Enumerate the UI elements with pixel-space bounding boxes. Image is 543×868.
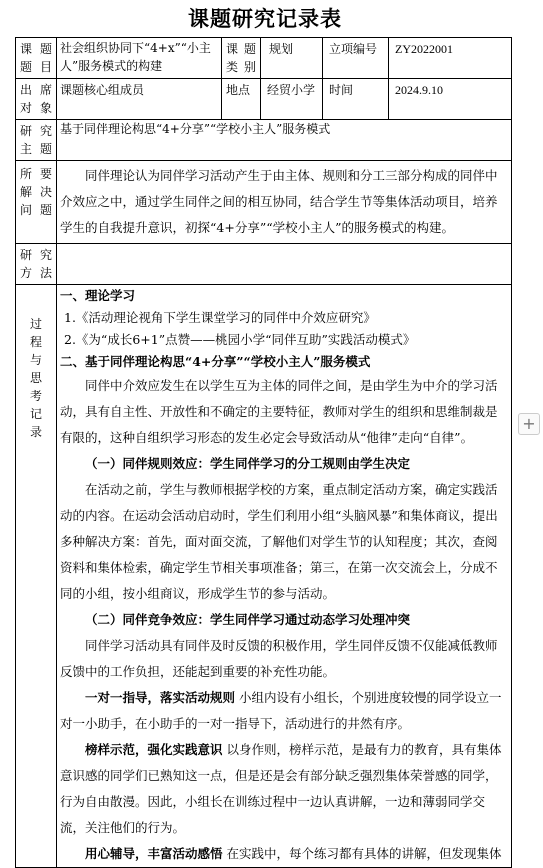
paragraph-role-model-lead: 榜样示范，强化实践意识 bbox=[85, 742, 223, 757]
label-research-theme: 研究主题 bbox=[16, 120, 57, 161]
label-process-char: 过 bbox=[29, 317, 42, 331]
category-value[interactable]: 规划 bbox=[261, 38, 323, 79]
record-table bbox=[15, 37, 512, 868]
section-1-heading: 一、理论学习 bbox=[60, 288, 136, 303]
research-theme-value[interactable]: 基于同伴理论构思“4+分享”“学校小主人”服务模式 bbox=[57, 120, 512, 161]
label-process bbox=[16, 285, 57, 868]
page-title: 课题研究记录表 bbox=[188, 6, 342, 31]
label-process-char: 录 bbox=[29, 425, 42, 439]
label-topic: 课题题目 bbox=[16, 38, 57, 79]
add-button[interactable]: + bbox=[518, 413, 540, 435]
problem-value[interactable] bbox=[57, 161, 512, 244]
label-problem: 所要解决问题 bbox=[16, 161, 57, 244]
paragraph-role-model-text: 以身作则，榜样示范，是最有力的教育，具有集体意识感的同学们已熟知这一点，但是还是会有部分缺乏强烈集体荣誉感的同学，行为自由散漫。因此，小组长在训练过程中一边认真讲解，一边和薄弱同学交流，关注他们的行为。 bbox=[60, 742, 502, 835]
number-value[interactable]: ZY2022001 bbox=[389, 38, 512, 79]
subsection-1-paragraph: 在活动之前，学生与教师根据学校的方案，重点制定活动方案，确定实践活动的内容。在运动会活动启动时，学生们利用小组“头脑风暴”和集体商议，提出多种解决方案：首先，面对面交流，了解他们对学生节的认知程度；其次，查阅资料和集体检索，确定学生节相关事项准备；第三，在第一次交流会上，分成不同的小组，按小组商议，形成学生节的参与活动。 bbox=[60, 482, 498, 601]
subsection-2-heading: （二）同伴竞争效应：学生同伴学习通过动态学习处理冲突 bbox=[85, 612, 411, 627]
paragraph-guidance-text: 小组内设有小组长，个别进度较慢的同学设立一对一小助手，在小助手的一对一指导下，活动进行的井然有序。 bbox=[60, 690, 502, 731]
reading-item: 2.《为“成长6+1”点赞——桃园小学“同伴互助”实践活动模式》 bbox=[64, 332, 416, 347]
paragraph-guidance-lead: 一对一指导，落实活动规则 bbox=[85, 690, 236, 705]
label-process-char: 与 bbox=[29, 353, 42, 367]
problem-paragraph: 同伴理论认为同伴学习活动产生于由主体、规则和分工三部分构成的同伴中介效应之中，通过学生同伴之间的相互协同，结合学生节等集体活动项目，培养学生的自我提升意识，初探“4+分享”“学校小主人”的服务模式的构建。 bbox=[60, 168, 498, 235]
reading-item: 1.《活动理论视角下学生课堂学习的同伴中介效应研究》 bbox=[64, 310, 376, 325]
section-2-paragraph: 同伴中介效应发生在以学生互为主体的同伴之间，是由学生为中介的学习活动，具有自主性、开放性和不确定的主要特征，教师对学生的组织和思维制裁是有限的，这种自组织学习形态的发生必定会导致活动从“他律”走向“自律”。 bbox=[60, 378, 498, 445]
subsection-1-heading: （一）同伴规则效应：学生同伴学习的分工规则由学生决定 bbox=[85, 456, 411, 471]
method-value[interactable] bbox=[57, 244, 512, 285]
label-method: 研究方法 bbox=[16, 244, 57, 285]
label-process-char: 考 bbox=[29, 389, 42, 403]
process-content[interactable] bbox=[57, 285, 512, 868]
paragraph-coaching bbox=[60, 841, 508, 867]
label-category: 课题类别 bbox=[222, 38, 261, 79]
label-process-char: 记 bbox=[29, 407, 42, 421]
label-attendees: 出席对象 bbox=[16, 79, 57, 120]
attendees-value[interactable]: 课题核心组成员 bbox=[57, 79, 222, 120]
paragraph-coaching-lead: 用心辅导，丰富活动感悟 bbox=[85, 846, 223, 861]
label-time: 时间 bbox=[323, 79, 389, 120]
paragraph-role-model bbox=[60, 737, 508, 841]
label-number: 立项编号 bbox=[323, 38, 389, 79]
place-value[interactable]: 经贸小学 bbox=[261, 79, 323, 120]
paragraph-guidance bbox=[60, 685, 508, 737]
time-value[interactable]: 2024.9.10 bbox=[389, 79, 512, 120]
label-place: 地点 bbox=[222, 79, 261, 120]
subsection-2-paragraph: 同伴学习活动具有同伴及时反馈的积极作用，学生同伴反馈不仅能减低教师反馈中的工作负担，还能起到重要的补充性功能。 bbox=[60, 638, 498, 679]
label-process-char: 程 bbox=[29, 335, 42, 349]
section-2-heading: 二、基于同伴理论构思“4+分享”“学校小主人”服务模式 bbox=[60, 354, 371, 369]
paragraph-coaching-text: 在实践中，每个练习都有具体的讲解，但发现集体 bbox=[222, 846, 502, 861]
label-process-char: 思 bbox=[29, 371, 42, 385]
topic-value[interactable]: 社会组织协同下“4+x”“小主人”服务模式的构建 bbox=[57, 38, 222, 79]
